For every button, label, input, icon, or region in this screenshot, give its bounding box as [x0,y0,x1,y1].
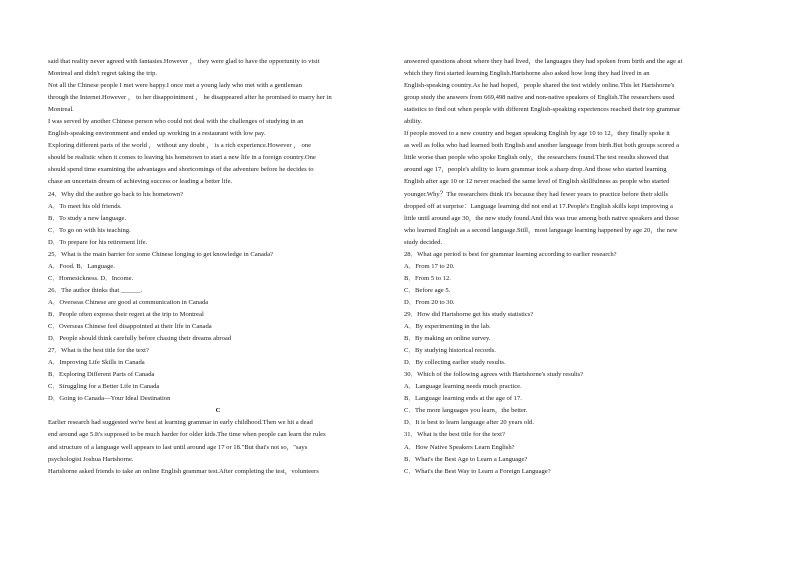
right-text-line: A．By experimenting in the lab. [404,323,491,331]
right-text-line: C．Before age 5. [404,286,451,294]
right-text-line: A．How Native Speakers Learn English? [404,443,515,451]
right-text-line: C．The more languages you learn，the better. [404,407,528,415]
right-text-line: English after age 10 or 12 never reached the same level of English skillfulness as people who started [404,178,670,186]
right-text-line: who learned English as a second language.Still，most language learning happened by age 20，the new [404,226,678,234]
left-text-line: Montreal and didn't regret taking the trip. [48,70,158,78]
left-text-line: 27．What is the best title for the text? [48,347,149,355]
section-heading: C [215,407,221,415]
right-text-line: A．From 17 to 20. [404,262,455,270]
left-text-line: B．People often express their regret at the trip to Montreal [48,310,204,318]
right-text-line: C．By studying historical records. [404,347,496,355]
right-text-line: C．What's the Best Way to Learn a Foreign Language? [404,467,551,475]
right-text-line: 28．What age period is best for grammar learning according to earlier research? [404,250,617,258]
left-text-line: D．To prepare for his retirement life. [48,238,148,246]
right-text-line: as well as folks who had learned both English and another language from birth.But both groups scored a [404,142,680,150]
left-text-line: C．Struggling for a Better Life in Canada [48,383,160,391]
left-text-line: said that reality never agreed with fantasies.However ， they were glad to have the opportunity to visit [48,58,320,65]
right-text-line: answered questions about where they had lived，the languages they had spoken from birth and the age at [404,58,683,65]
left-text-line: Exploring different parts of the world ， without any doubt ， is a rich experience.However ， one [48,142,312,150]
left-text-line: D．People should think carefully before chasing their dreams abroad [48,335,232,343]
right-text-line: 29．How did Hartshorne get his study statistics? [404,310,534,318]
right-text-line: statistics to find out when people with different English-speaking experiences reached their top grammar [404,106,681,114]
right-text-line: A．Language learning needs much practice. [404,383,522,391]
left-text-line: Not all the Chinese people I met were happy.I once met a young lady who met with a gentleman [48,82,302,90]
right-text-line: 30．Which of the following agrees with Hartshorne's study results? [404,371,584,379]
right-text-line: group study the answers from 669,498 native and non-native speakers of English.The researchers used [404,94,675,102]
right-text-line: D．It is best to learn language after 20 years old. [404,419,535,427]
right-text-line: which they first started learning English.Hartshorne also asked how long they had lived in an [404,70,650,78]
right-text-line: ability. [404,118,423,126]
left-text-line: A．Overseas Chinese are good at communication in Canada [48,298,209,306]
left-text-line: B．To study a new language. [48,214,127,222]
right-text-line: English-speaking country.As he had hoped，people shared the test widely online.This let Hartshorne's [404,82,675,90]
right-text-line: B．What's the Best Age to Learn a Language? [404,455,528,463]
left-column [48,56,388,478]
left-text-line: psychologist Joshua Hartshorne. [48,455,134,463]
left-text-line: C．Overseas Chinese feel disappointed at their life in Canada [48,323,212,331]
right-text-line: B．From 5 to 12. [404,274,451,282]
right-text-line: around age 17，people's ability to learn grammar took a sharp drop.And those who started learning [404,166,667,174]
left-text-line: C．To go on with his teaching. [48,226,131,234]
left-text-line: through the Internet.However ， to her disappointment ， he disappeared after he promised to marry her in [48,94,332,102]
left-text-line: English-speaking environment and ended up working in a restaurant with low pay. [48,130,266,138]
right-text-line: dropped off at surprise：Language learning did not end at 17.People's English skills kept improving a [404,202,673,210]
left-text-line: chase an uncertain dream of achieving success or leading a better life. [48,178,233,186]
left-text-line: 24．Why did the author go back to his hometown? [48,190,184,198]
left-text-line: C．Homesickness. D．Income. [48,274,134,282]
left-text-line: A．Improving Life Skills in Canada [48,359,145,367]
right-text-line: study decided. [404,238,443,246]
left-text-line: B．Exploring Different Parts of Canada [48,371,155,379]
left-text-line: end around age 5.It's supposed to be much harder for older kids.The time when people can learn the rules [48,431,326,439]
left-text-line: should be realistic when it comes to leaving his hometown to start a new life in a foreign country.One [48,154,316,162]
right-text-line: little until around age 30，the new study found.And this was true among both native speakers and those [404,214,679,222]
left-text-line: 26．The author thinks that ______. [48,286,143,294]
left-text-line: D．Going to Canada—Your Ideal Destination [48,395,171,403]
right-text-line: If people moved to a new country and began speaking English by age 10 to 12，they finally spoke it [404,130,670,138]
right-text-line: D．By collecting earlier study results. [404,359,506,367]
left-text-line: Montreal. [48,106,74,114]
left-text-line: Hartshorne asked friends to take an online English grammar test.After completing the test，volunteers [48,467,319,475]
left-text-line: and structure of a language well appears to last until around age 17 or 18."But that's not so，"says [48,443,308,451]
left-text-line: A．To meet his old friends. [48,202,122,210]
right-text-line: B．Language learning ends at the age of 17. [404,395,522,403]
left-text-line: I was served by another Chinese person who could not deal with the challenges of studying in an [48,118,304,126]
left-text-line: 25．What is the main barrier for some Chinese longing to get knowledge in Canada? [48,250,274,258]
right-text-line: D．From 20 to 30. [404,298,455,306]
right-text-line: 31．What is the best title for the text? [404,431,505,439]
left-text-line: Earlier research had suggested we're best at learning grammar in early childhood.Then we hit a dead [48,419,313,427]
left-text-line: should spend time examining the advantages and shortcomings of the adventure before he decides to [48,166,314,174]
right-text-line: little worse than people who spoke English only，the researchers found.The test results showed that [404,154,669,162]
right-text-line: B．By making an online survey. [404,335,491,343]
right-text-line: younger.Why？The researchers think it's because they had fewer years to practice before their skills [404,190,669,198]
left-text-line: A．Food. B．Language. [48,262,115,270]
right-column [404,56,746,478]
